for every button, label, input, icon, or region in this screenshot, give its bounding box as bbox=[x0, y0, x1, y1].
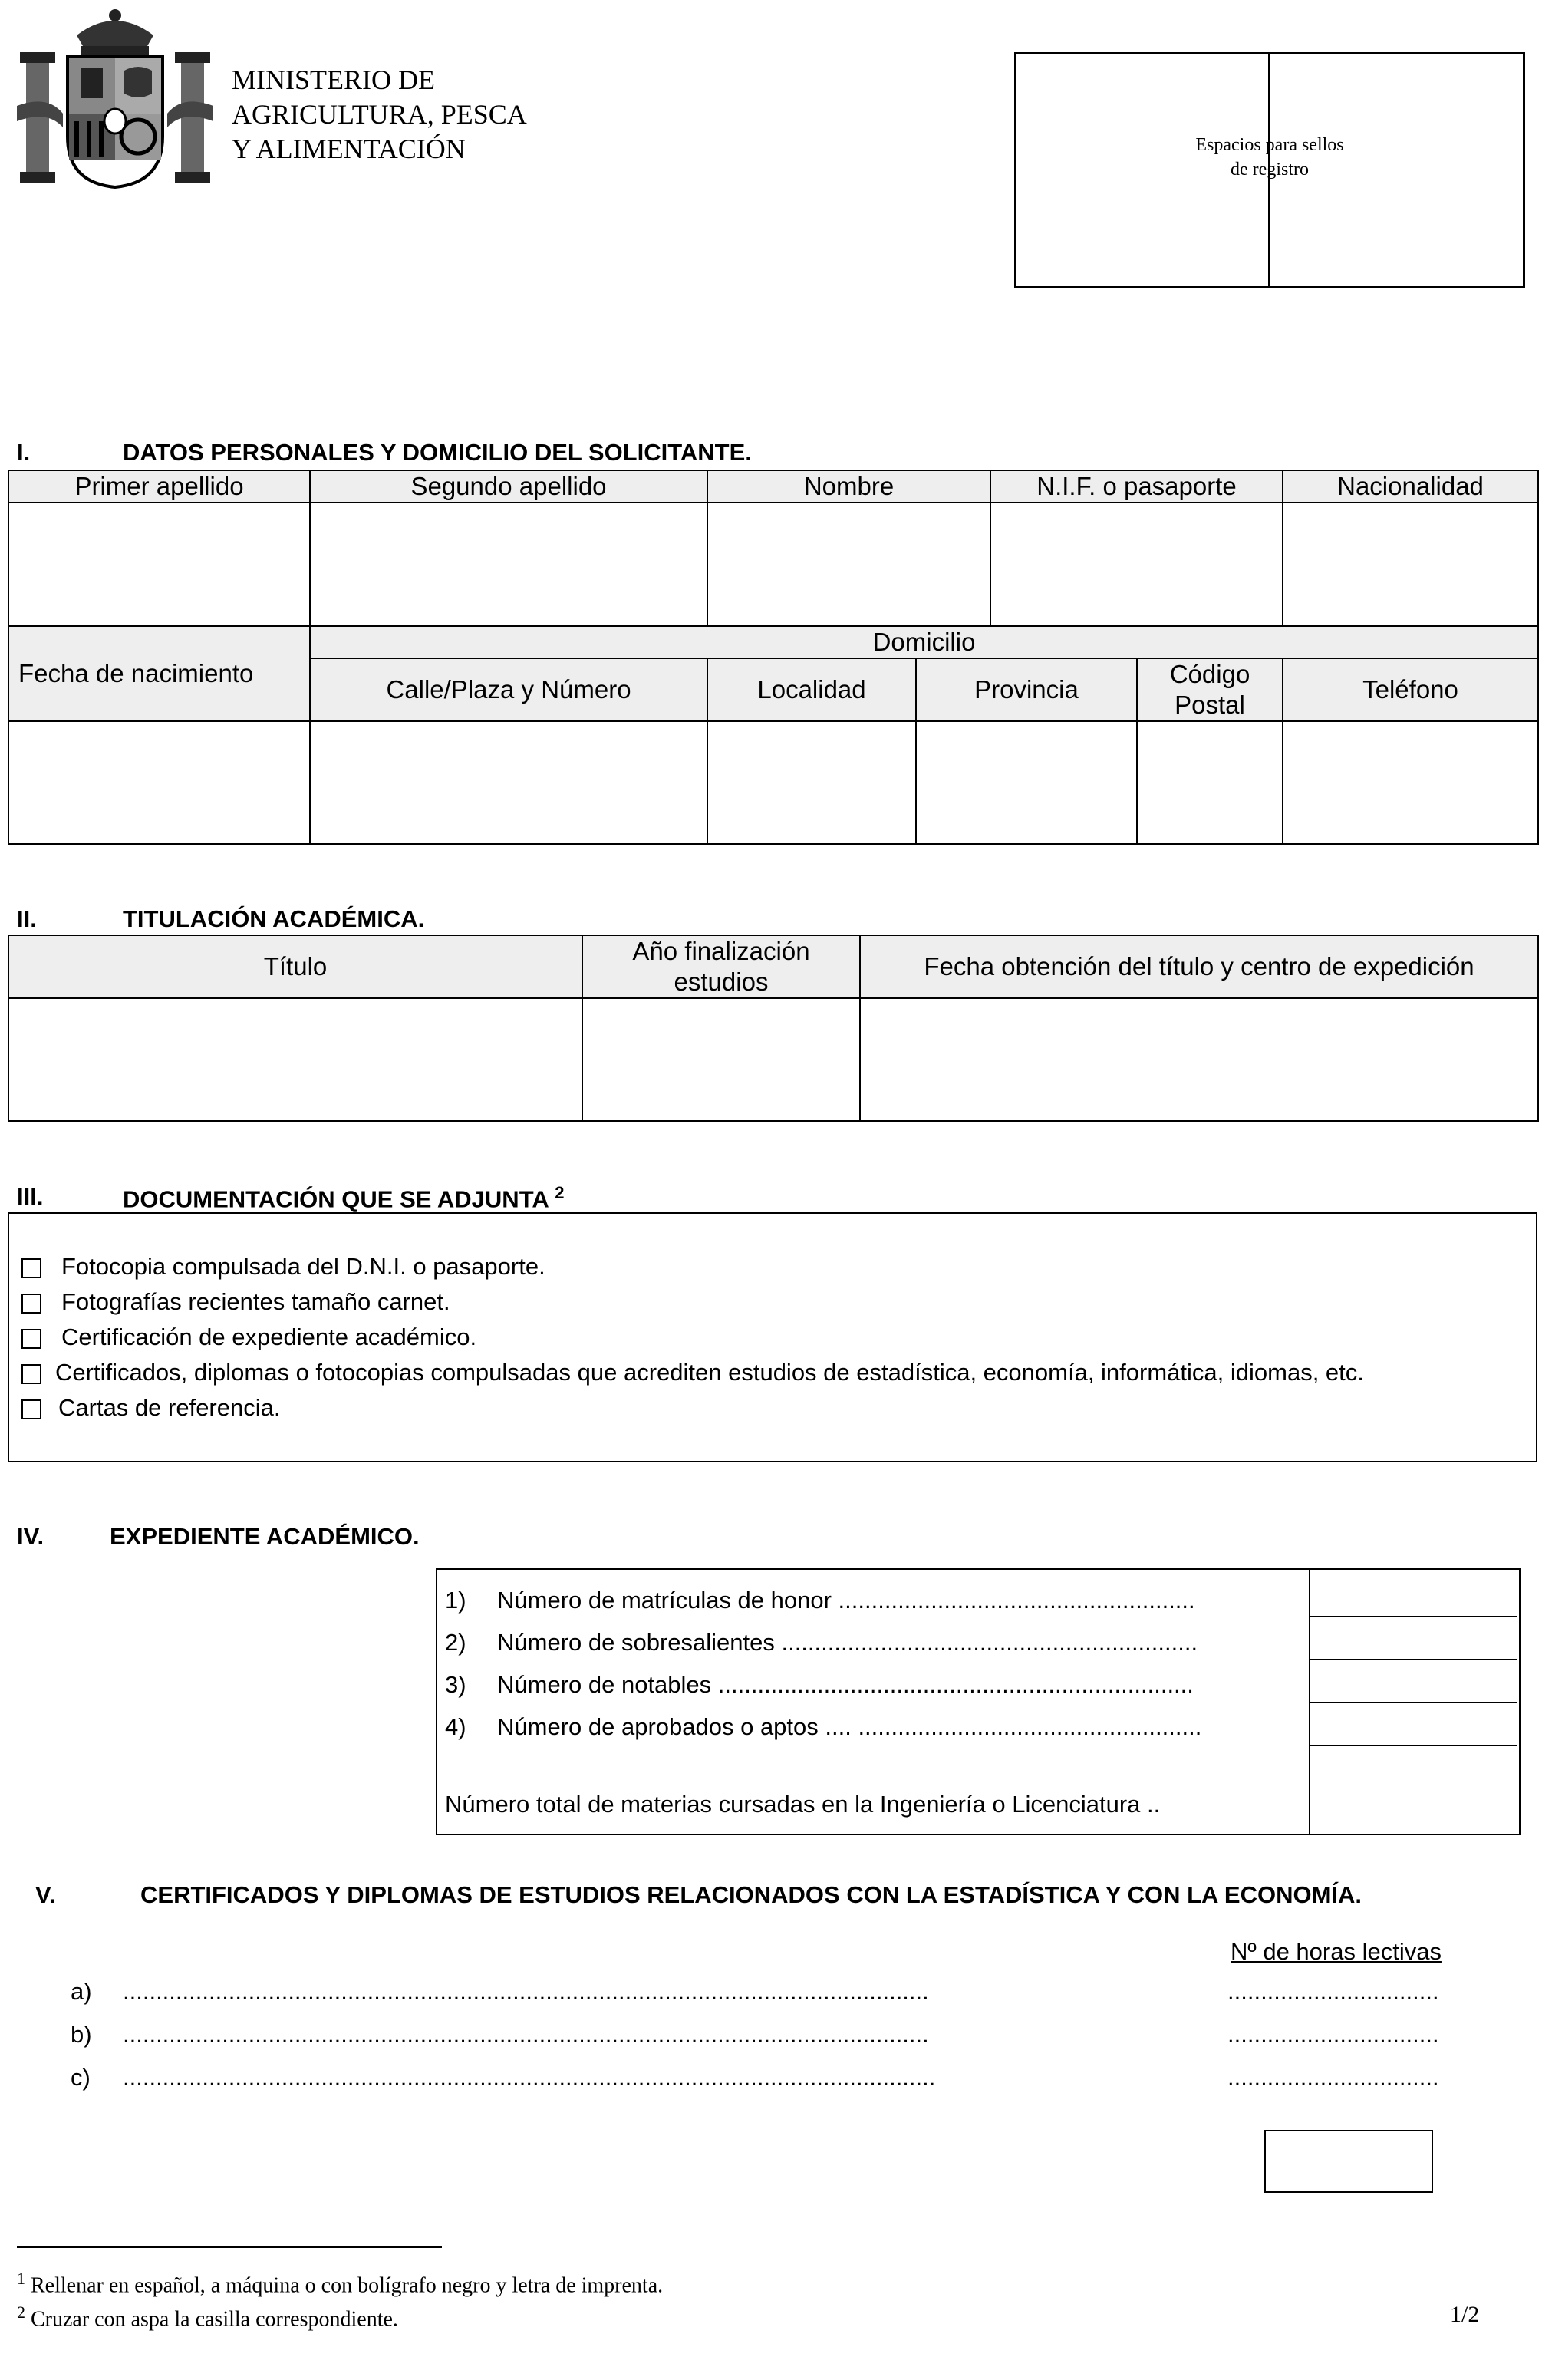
certificate-row-b[interactable]: b) .......................................................................................................................... ................................ bbox=[71, 2021, 1439, 2048]
header-titulo: Título bbox=[8, 935, 582, 998]
checkbox[interactable] bbox=[21, 1294, 41, 1314]
value-box-notables[interactable] bbox=[1309, 1659, 1517, 1703]
record-item-notables: 3) Número de notables ........................................................................ bbox=[445, 1671, 1194, 1698]
field-nif[interactable] bbox=[990, 503, 1283, 626]
section-3-title-text: DOCUMENTACIÓN QUE SE ADJUNTA bbox=[123, 1185, 549, 1213]
ministry-name bbox=[232, 63, 527, 166]
doc-item-certificacion[interactable]: Certificación de expediente académico. bbox=[21, 1320, 1364, 1355]
header-ano-finalizacion: Año finalización estudios bbox=[582, 935, 860, 998]
academic-record-box bbox=[436, 1568, 1521, 1835]
record-item-sobresalientes: 2) Número de sobresalientes ............................................................... bbox=[445, 1629, 1198, 1656]
section-2-title: TITULACIÓN ACADÉMICA. bbox=[123, 905, 425, 932]
doc-item-certificados[interactable]: Certificados, diplomas o fotocopias compulsadas que acrediten estudios de estadística, economía, informática, idiomas, etc. bbox=[21, 1355, 1364, 1390]
section-3-title bbox=[123, 1183, 564, 1213]
footnote-2 bbox=[17, 2297, 398, 2335]
footnote-2-number: 2 bbox=[17, 2303, 25, 2322]
section-2-number: II. bbox=[17, 905, 37, 932]
value-box-sobresalientes[interactable] bbox=[1309, 1616, 1517, 1660]
record-item-matriculas: 1) Número de matrículas de honor ...................................................... bbox=[445, 1587, 1195, 1614]
hours-total-box[interactable] bbox=[1264, 2130, 1433, 2193]
header-fecha-nacimiento: Fecha de nacimiento bbox=[8, 626, 310, 721]
footnote-1 bbox=[17, 2263, 663, 2301]
value-box-aprobados[interactable] bbox=[1309, 1702, 1517, 1746]
doc-item-fotografias[interactable]: Fotografías recientes tamaño carnet. bbox=[21, 1284, 1364, 1320]
section-1-heading bbox=[17, 439, 30, 466]
header-fecha-obtencion: Fecha obtención del título y centro de expedición bbox=[860, 935, 1538, 998]
field-provincia[interactable] bbox=[916, 721, 1137, 844]
academic-title-table bbox=[8, 935, 1539, 1122]
registry-stamp-box bbox=[1014, 52, 1525, 288]
hours-column-label: Nº de horas lectivas bbox=[1231, 1938, 1442, 1965]
field-calle[interactable] bbox=[310, 721, 707, 844]
header-telefono: Teléfono bbox=[1283, 658, 1538, 721]
section-5-title: CERTIFICADOS Y DIPLOMAS DE ESTUDIOS RELACIONADOS CON LA ESTADÍSTICA Y CON LA ECONOMÍA. bbox=[140, 1881, 1362, 1908]
section-4-number: IV. bbox=[17, 1523, 44, 1550]
section-5-number: V. bbox=[35, 1881, 56, 1908]
footnote-2-text: Cruzar con aspa la casilla correspondiente. bbox=[31, 2307, 398, 2332]
record-item-aprobados: 4) Número de aprobados o aptos .... .................................................... bbox=[445, 1713, 1202, 1740]
footnote-1-text: Rellenar en español, a máquina o con bolígrafo negro y letra de imprenta. bbox=[31, 2273, 664, 2298]
field-segundo-apellido[interactable] bbox=[310, 503, 707, 626]
stamp-label bbox=[1016, 133, 1523, 182]
section-3-number: III. bbox=[17, 1183, 44, 1210]
field-fecha-nacimiento[interactable] bbox=[8, 721, 310, 844]
documentation-list bbox=[21, 1249, 1364, 1421]
record-items bbox=[445, 1579, 1201, 1748]
doc-item-dni[interactable]: Fotocopia compulsada del D.N.I. o pasaporte. bbox=[21, 1249, 1364, 1284]
record-total-label: Número total de materias cursadas en la Ingeniería o Licenciatura .. bbox=[445, 1791, 1161, 1818]
value-box-total[interactable] bbox=[1309, 1746, 1517, 1832]
stamp-label-line-1: Espacios para sellos bbox=[1195, 135, 1344, 155]
value-box-matriculas[interactable] bbox=[1309, 1570, 1517, 1617]
header-localidad: Localidad bbox=[707, 658, 916, 721]
checkbox[interactable] bbox=[21, 1399, 41, 1419]
ministry-line-2: AGRICULTURA, PESCA bbox=[232, 99, 527, 130]
field-ano-finalizacion[interactable] bbox=[582, 998, 860, 1121]
header-calle: Calle/Plaza y Número bbox=[310, 658, 707, 721]
header-codigo-postal: Código Postal bbox=[1137, 658, 1283, 721]
field-localidad[interactable] bbox=[707, 721, 916, 844]
section-4-title: EXPEDIENTE ACADÉMICO. bbox=[110, 1523, 420, 1550]
field-primer-apellido[interactable] bbox=[8, 503, 310, 626]
header-domicilio: Domicilio bbox=[310, 626, 1538, 658]
stamp-label-line-2: de registro bbox=[1231, 160, 1309, 180]
footnote-ref-2: 2 bbox=[555, 1183, 565, 1202]
certificate-row-a[interactable]: a) .......................................................................................................................... ................................ bbox=[71, 1978, 1439, 2005]
field-codigo-postal[interactable] bbox=[1137, 721, 1283, 844]
ministry-line-3: Y ALIMENTACIÓN bbox=[232, 134, 466, 164]
header-nif: N.I.F. o pasaporte bbox=[990, 470, 1283, 503]
doc-item-cartas[interactable]: Cartas de referencia. bbox=[21, 1390, 1364, 1426]
documentation-box bbox=[8, 1212, 1537, 1462]
header-primer-apellido: Primer apellido bbox=[8, 470, 310, 503]
personal-data-table bbox=[8, 470, 1539, 845]
header-nacionalidad: Nacionalidad bbox=[1283, 470, 1538, 503]
certificates-list bbox=[71, 1970, 1439, 2099]
field-titulo[interactable] bbox=[8, 998, 582, 1121]
section-1-number: I. bbox=[17, 439, 31, 466]
checkbox[interactable] bbox=[21, 1329, 41, 1349]
header-nombre: Nombre bbox=[707, 470, 990, 503]
certificate-row-c[interactable]: c) ........................................................................................................................... ................................ bbox=[71, 2064, 1439, 2091]
field-nacionalidad[interactable] bbox=[1283, 503, 1538, 626]
footnote-1-number: 1 bbox=[17, 2269, 25, 2288]
header-segundo-apellido: Segundo apellido bbox=[310, 470, 707, 503]
ministry-line-1: MINISTERIO DE bbox=[232, 64, 435, 95]
header-provincia: Provincia bbox=[916, 658, 1137, 721]
checkbox[interactable] bbox=[21, 1258, 41, 1278]
page-number: 1/2 bbox=[1450, 2302, 1480, 2327]
coat-of-arms-logo bbox=[17, 6, 213, 190]
checkbox[interactable] bbox=[21, 1364, 41, 1384]
field-nombre[interactable] bbox=[707, 503, 990, 626]
footnote-separator bbox=[17, 2246, 442, 2248]
field-fecha-obtencion[interactable] bbox=[860, 998, 1538, 1121]
section-1-title: DATOS PERSONALES Y DOMICILIO DEL SOLICITANTE. bbox=[123, 439, 752, 466]
field-telefono[interactable] bbox=[1283, 721, 1538, 844]
